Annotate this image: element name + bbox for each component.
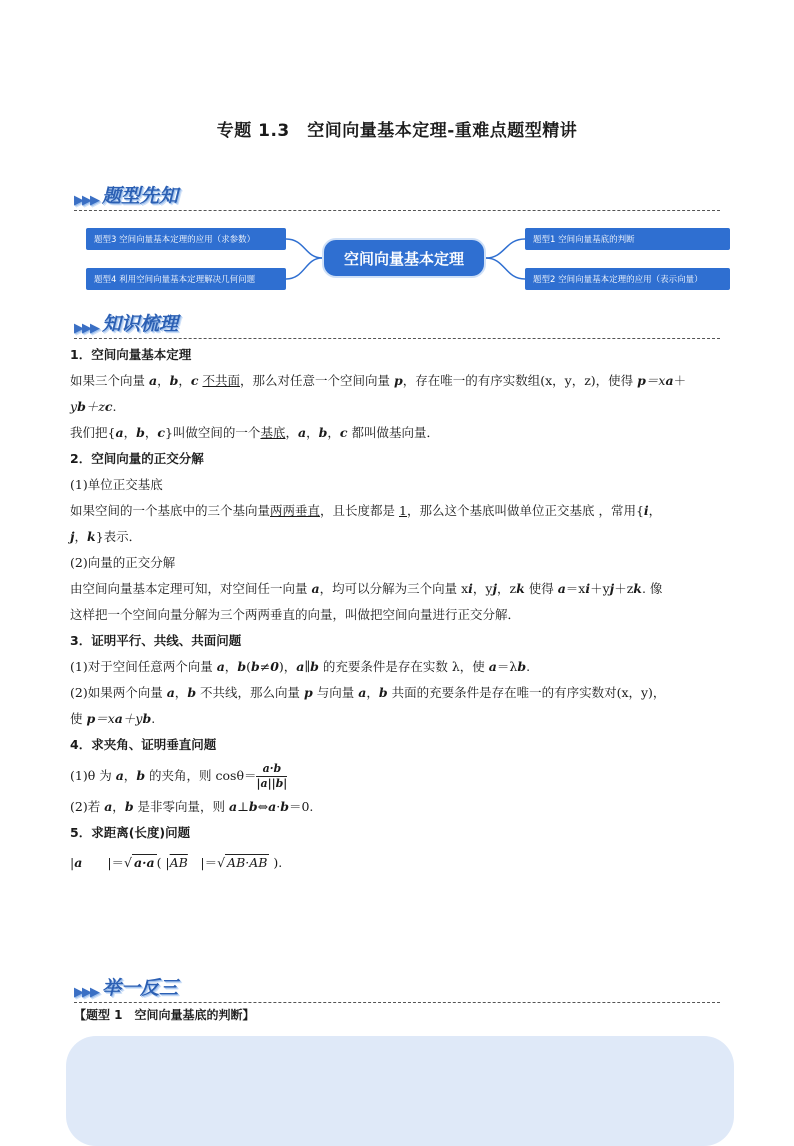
divider xyxy=(74,1002,720,1003)
arrows-icon: ▶▶▶ xyxy=(74,193,98,208)
paragraph: 这样把一个空间向量分解为三个两两垂直的向量，叫做把空间向量进行正交分解． xyxy=(70,607,521,622)
paragraph: j，k}表示． xyxy=(70,529,142,544)
mindmap-node-type4: 题型4 利用空间向量基本定理解决几何问题 xyxy=(86,268,286,290)
connector-left-bottom xyxy=(286,258,322,279)
paragraph: (1)对于空间任意两个向量 a，b(b≠0)，a∥b 的充要条件是存在实数 λ，使 a＝λb. xyxy=(70,659,531,674)
paragraph: 我们把{a，b，c}叫做空间的一个基底，a，b，c 都叫做基向量． xyxy=(70,425,439,440)
section-heading: 5．求距离(长度)问题 xyxy=(70,825,191,840)
banner-label: 题型先知 xyxy=(102,185,179,207)
paragraph: 由空间向量基本定理可知，对空间任一向量 a，均可以分解为三个向量 xi，yj，zk 使得 a＝xi＋yj＋zk. 像 xyxy=(70,581,663,596)
banner-label: 知识梳理 xyxy=(102,313,179,335)
mindmap-node-type2: 题型2 空间向量基本定理的应用（表示向量） xyxy=(525,268,730,290)
paragraph: yb＋zc. xyxy=(70,399,117,414)
arrows-icon: ▶▶▶ xyxy=(74,985,98,1000)
page-title: 专题 1.3 空间向量基本定理-重难点题型精讲 xyxy=(216,121,578,141)
paragraph: 使 p＝xa＋yb. xyxy=(70,711,156,726)
section-heading: 1．空间向量基本定理 xyxy=(70,347,192,362)
section-banner-knowledge xyxy=(74,310,178,336)
paragraph: (1)θ 为 a，b 的夹角，则 cosθ＝ $\frac{a\cdot b}{|a||b|}$ xyxy=(70,762,288,790)
distance-formula: |a |＝√ a·a ( $|\overline{AB}$ |＝√ AB·AB ). xyxy=(70,855,283,870)
divider xyxy=(74,338,720,339)
arrows-icon: ▶▶▶ xyxy=(74,321,98,336)
paragraph: 如果空间的一个基底中的三个基向量两两垂直，且长度都是 1，那么这个基底叫做单位正交基底 ，常用{i， xyxy=(70,503,662,518)
section-banner-practice xyxy=(74,974,178,1000)
connector-right-top xyxy=(486,239,525,258)
section-heading: 3．证明平行、共线、共面问题 xyxy=(70,633,242,648)
sub-heading: (2)向量的正交分解 xyxy=(70,555,176,570)
mindmap-node-type3: 题型3 空间向量基本定理的应用（求参数） xyxy=(86,228,286,250)
sub-heading: (1)单位正交基底 xyxy=(70,477,163,492)
question-panel xyxy=(66,1036,734,1146)
cosine-fraction: $\frac{a\cdot b}{|a||b|}$ xyxy=(256,762,288,790)
mindmap-node-type1: 题型1 空间向量基底的判断 xyxy=(525,228,730,250)
section-heading: 2．空间向量的正交分解 xyxy=(70,451,204,466)
paragraph: 如果三个向量 a，b，c 不共面，那么对任意一个空间向量 p，存在唯一的有序实数组(x，y，z)，使得 p＝xa＋ xyxy=(70,373,687,388)
connector-right-bottom xyxy=(486,258,525,279)
question-type-heading: 【题型 1 空间向量基底的判断】 xyxy=(74,1008,255,1022)
section-heading: 4．求夹角、证明垂直问题 xyxy=(70,737,217,752)
knowledge-content xyxy=(70,342,724,880)
mindmap-center: 空间向量基本定理 xyxy=(322,238,486,278)
connector-left-top xyxy=(286,239,322,258)
paragraph: (2)如果两个向量 a，b 不共线，那么向量 p 与向量 a，b 共面的充要条件是存在唯一的有序实数对(x，y)， xyxy=(70,685,666,700)
paragraph: (2)若 a，b 是非零向量，则 a⊥b⇔a·b＝0. xyxy=(70,799,314,814)
banner-label: 举一反三 xyxy=(102,977,179,999)
